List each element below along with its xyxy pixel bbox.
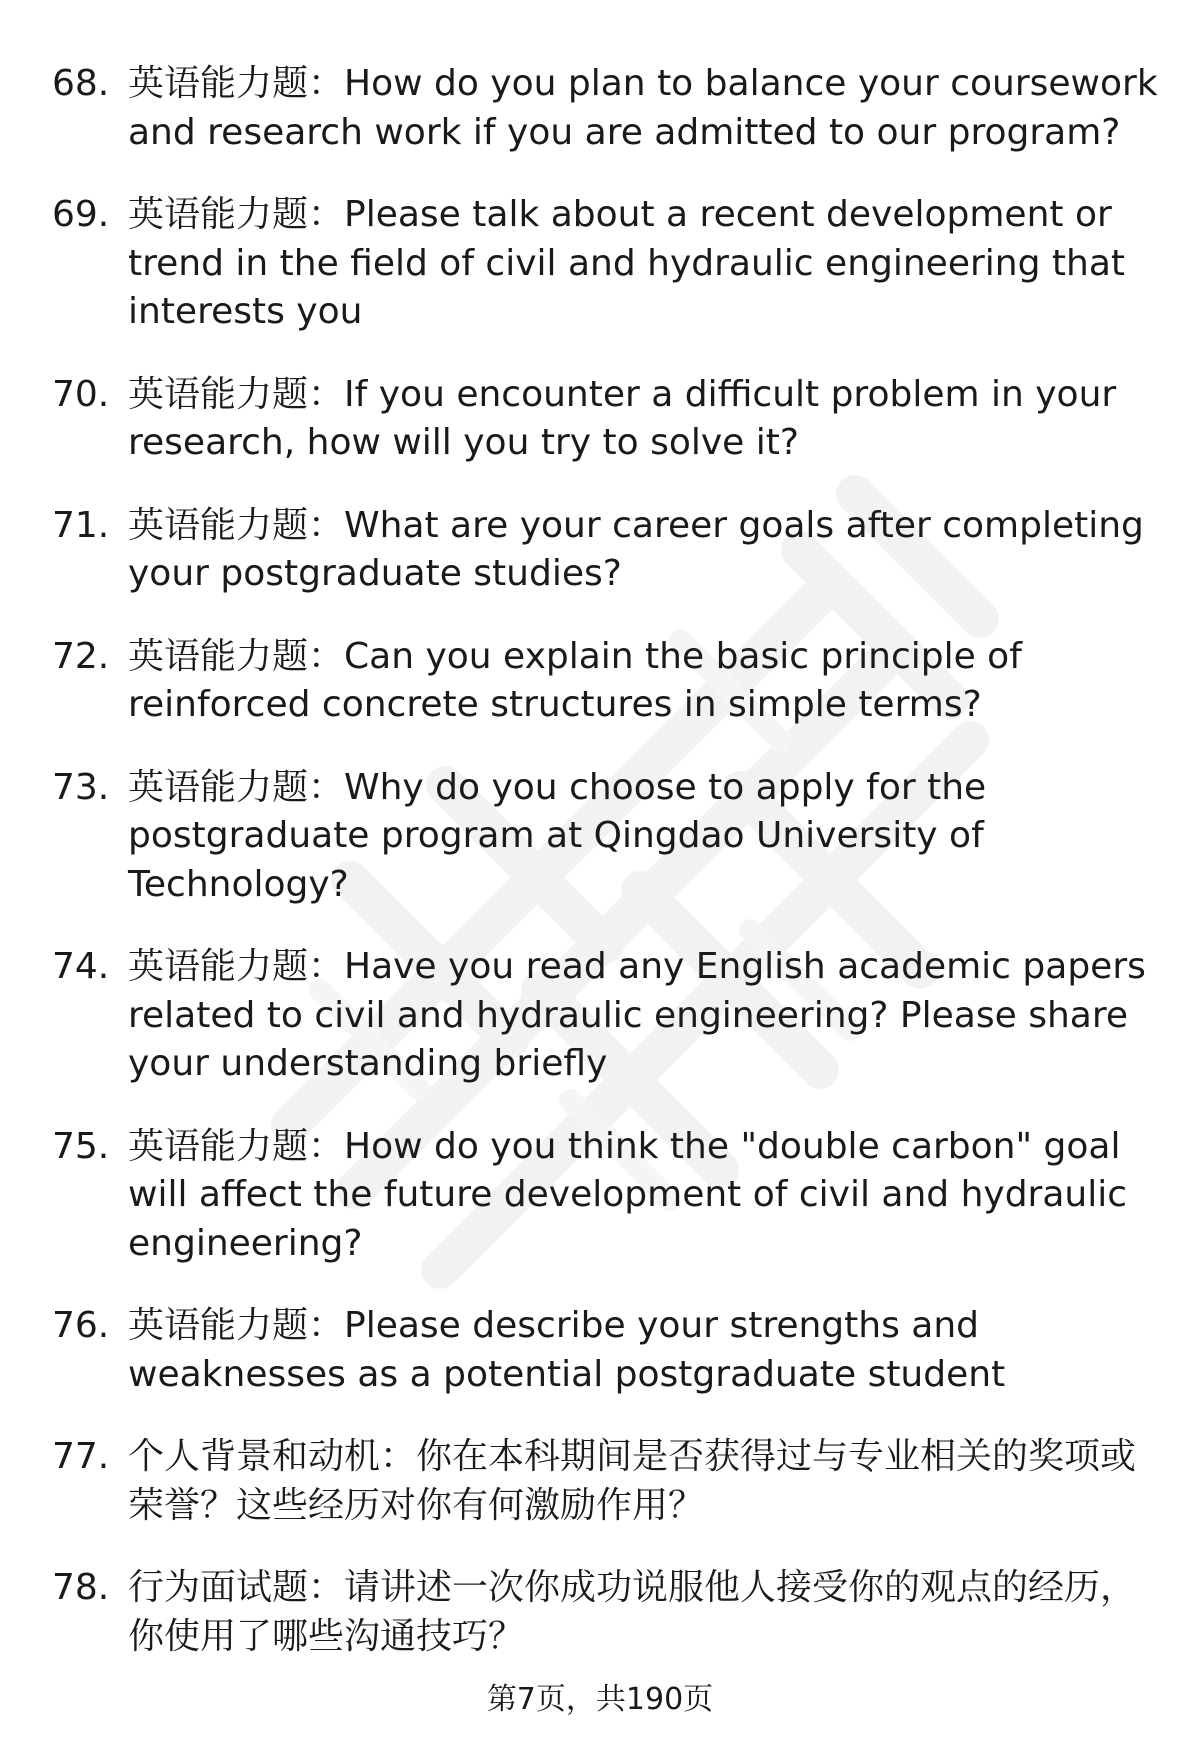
question-item-70 [52, 371, 1162, 468]
question-text: 英语能力题：How do you plan to balance your coursework and research work if you are admitted to our program? [128, 63, 1158, 153]
question-text: 行为面试题：请讲述一次你成功说服他人接受你的观点的经历，你使用了哪些沟通技巧？ [128, 1567, 1137, 1657]
question-text: 英语能力题：Why do you choose to apply for the postgraduate program at Qingdao University of Technology? [128, 766, 987, 905]
question-item-76 [52, 1302, 1162, 1399]
question-text: 英语能力题：Please talk about a recent development or trend in the field of civil and hydraulic engineering that interests you [128, 194, 1125, 332]
question-text: 个人背景和动机：你在本科期间是否获得过与专业相关的奖项或荣誉？这些经历对你有何激励作用？ [128, 1436, 1137, 1526]
question-number: 75. [52, 1125, 110, 1167]
question-number: 78. [52, 1567, 110, 1608]
question-number: 74. [52, 946, 110, 987]
question-item-71 [52, 502, 1162, 599]
question-number: 72. [52, 635, 110, 677]
question-text: 英语能力题：Please describe your strengths and weaknesses as a potential postgraduate student [128, 1305, 1006, 1395]
question-item-78 [52, 1564, 1162, 1661]
question-text: 英语能力题：How do you think the "double carbon" goal will affect the future development of civil and hydraulic engineering? [128, 1125, 1128, 1264]
question-item-73 [52, 764, 1162, 910]
page-footer [0, 1680, 1200, 1720]
question-number: 76. [52, 1305, 110, 1346]
question-list [52, 60, 1162, 1695]
question-number: 69. [52, 194, 110, 235]
question-number: 71. [52, 504, 110, 546]
question-item-72 [52, 633, 1162, 730]
question-text: 英语能力题：What are your career goals after completing your postgraduate studies? [128, 504, 1144, 594]
question-item-68 [52, 60, 1162, 157]
question-number: 77. [52, 1436, 110, 1477]
question-item-74 [52, 943, 1162, 1089]
question-number: 73. [52, 766, 110, 808]
question-item-75 [52, 1123, 1162, 1269]
question-text: 英语能力题：Have you read any English academic papers related to civil and hydraulic engineering? Please share your understanding briefly [128, 946, 1146, 1084]
question-item-77 [52, 1433, 1162, 1530]
question-item-69 [52, 191, 1162, 337]
question-text: 英语能力题：If you encounter a difficult problem in your research, how will you try to solve it? [128, 373, 1117, 463]
question-number: 70. [52, 373, 110, 415]
question-number: 68. [52, 63, 110, 104]
page-number-label: 第7页，共190页 [486, 1682, 714, 1717]
question-text: 英语能力题：Can you explain the basic principle of reinforced concrete structures in simple terms? [128, 635, 1022, 725]
